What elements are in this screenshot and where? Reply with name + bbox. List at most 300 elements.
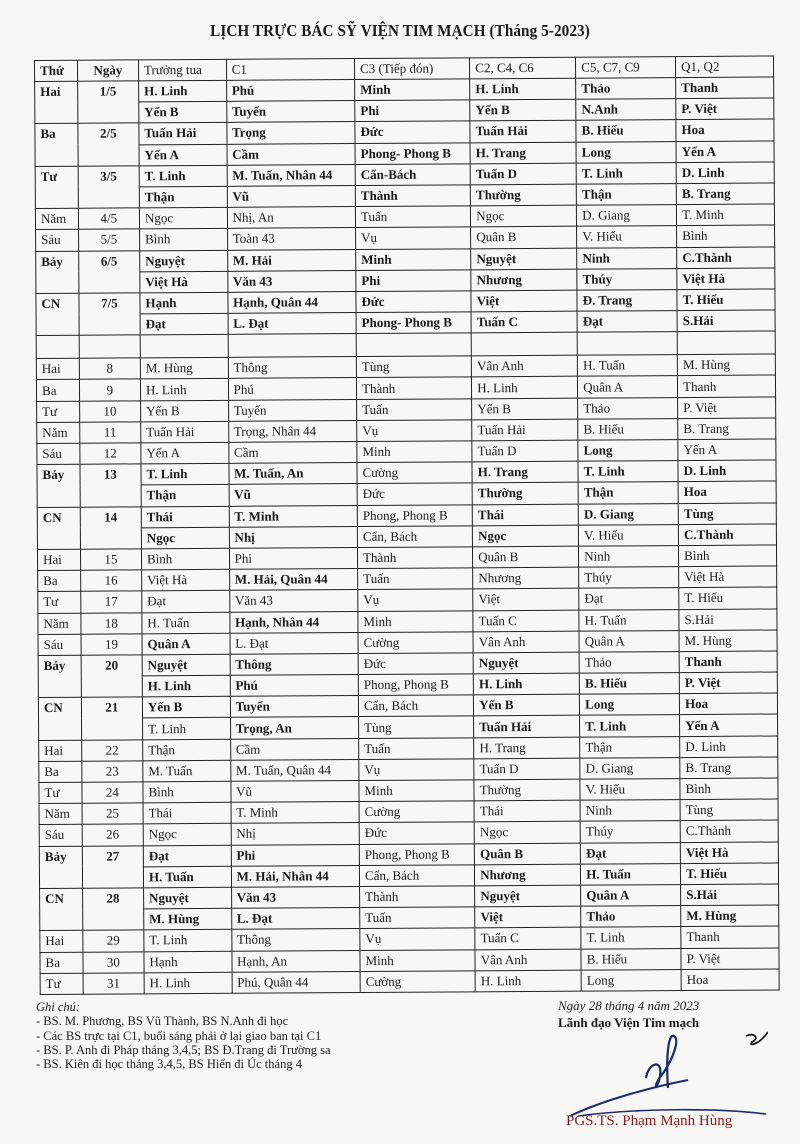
q1-q2-cell: Yến A (678, 439, 776, 461)
c5-c7-c9-cell: Ninh (580, 800, 680, 822)
header-shift-lead: Trưởng tua (138, 59, 226, 81)
shift-lead-cell: T. Linh (141, 464, 229, 486)
empty-cell (471, 332, 577, 356)
shift-lead-cell: Yến A (141, 442, 229, 464)
c2-c4-c6-cell: Yến B (470, 99, 576, 121)
date-cell: 11 (80, 422, 141, 444)
weekday-cell: Bảy (36, 251, 79, 294)
c1-cell: Tuyển (228, 399, 357, 421)
c3-cell: Đức (357, 483, 472, 505)
shift-lead-cell: Bình (139, 229, 227, 251)
q1-q2-cell: D. Linh (680, 736, 778, 758)
q1-q2-cell: Hoa (681, 969, 779, 991)
c1-cell: Trọng (226, 122, 355, 144)
date-cell: 19 (81, 634, 142, 656)
date-cell: 14 (80, 506, 141, 549)
c3-cell: Đức (358, 653, 473, 675)
c2-c4-c6-cell: H. Linh (470, 78, 576, 100)
c3-cell: Thành (360, 886, 475, 908)
c2-c4-c6-cell: Ngọc (474, 822, 580, 844)
q1-q2-cell: T. Hiếu (677, 289, 775, 311)
c3-cell: Phong, Phong B (358, 674, 473, 696)
c2-c4-c6-cell: Yến B (474, 694, 580, 716)
c1-cell: M. Hải, Quân 44 (229, 569, 358, 591)
shift-lead-cell: Ngọc (139, 207, 227, 229)
q1-q2-cell: Yến A (680, 714, 778, 736)
c2-c4-c6-cell: Vân Anh (475, 949, 581, 971)
q1-q2-cell: Hoa (679, 693, 777, 715)
c3-cell: Cẩn, Bách (359, 865, 474, 887)
note-item: - Các BS trực tại C1, buổi sáng phải ở lại giao ban tại C1 (36, 1029, 331, 1043)
shift-lead-cell: T. Linh (139, 165, 227, 187)
shift-lead-cell: Yến B (142, 697, 230, 719)
c1-cell: Tuyển (226, 101, 355, 123)
c2-c4-c6-cell: Quân B (471, 227, 577, 249)
c3-cell: Vụ (356, 227, 471, 249)
c1-cell: Nhị (231, 823, 360, 845)
q1-q2-cell: Yến A (676, 141, 774, 163)
c2-c4-c6-cell: Vân Anh (473, 631, 579, 653)
q1-q2-cell: S.Hải (681, 884, 779, 906)
weekday-cell: Hai (37, 549, 80, 570)
c1-cell: Phi (229, 547, 358, 569)
c5-c7-c9-cell: Thúy (577, 268, 677, 290)
q1-q2-cell: Thanh (681, 926, 779, 948)
q1-q2-cell: Thanh (678, 375, 776, 397)
q1-q2-cell: D. Linh (678, 460, 776, 482)
c5-c7-c9-cell: Long (581, 969, 681, 991)
c2-c4-c6-cell: Việt (471, 290, 577, 312)
c2-c4-c6-cell: Thái (472, 504, 578, 526)
date-cell: 18 (81, 612, 142, 634)
shift-lead-cell: H. Linh (140, 379, 228, 401)
c5-c7-c9-cell: V. Hiếu (577, 226, 677, 248)
weekday-cell: Bảy (38, 655, 81, 698)
c2-c4-c6-cell: Nguyệt (475, 885, 581, 907)
c3-cell: Cẩn-Bách (355, 164, 470, 186)
c1-cell: Vũ (229, 484, 358, 506)
empty-cell (79, 335, 140, 358)
c2-c4-c6-cell: Vân Anh (472, 355, 578, 377)
c3-cell: Cường (359, 801, 474, 823)
c1-cell: Cầm (228, 442, 357, 464)
shift-lead-cell: M. Hùng (144, 908, 232, 930)
shift-lead-cell: Nguyệt (140, 250, 228, 272)
c3-cell: Minh (357, 441, 472, 463)
c5-c7-c9-cell: Thảo (579, 651, 679, 673)
q1-q2-cell: Bình (679, 545, 777, 567)
note-item: - BS. P. Anh đi Pháp tháng 3,4,5; BS Đ.Trang đi Trường sa (36, 1043, 331, 1057)
q1-q2-cell: T. Hiếu (681, 863, 779, 885)
c1-cell: Nhị, An (227, 207, 356, 229)
date-cell: 2/5 (78, 123, 139, 166)
date-cell: 30 (83, 951, 144, 973)
c3-cell: Phi (356, 270, 471, 292)
c5-c7-c9-cell: B. Hiếu (579, 673, 679, 695)
weekday-cell: CN (36, 293, 79, 336)
c2-c4-c6-cell: H. Linh (472, 377, 578, 399)
q1-q2-cell: Hoa (676, 119, 774, 141)
signature-date: Ngày 28 tháng 4 năm 2023 (558, 998, 700, 1013)
q1-q2-cell: S.Hải (679, 608, 777, 630)
c2-c4-c6-cell: Tuấn C (471, 311, 577, 333)
date-cell: 16 (80, 570, 141, 592)
c1-cell: L. Đạt (230, 632, 359, 654)
c3-cell: Phong- Phong B (356, 312, 471, 334)
c2-c4-c6-cell: H. Linh (475, 970, 581, 992)
c5-c7-c9-cell: H. Tuấn (579, 609, 679, 631)
c3-cell: Thành (355, 185, 470, 207)
c5-c7-c9-cell: Đạt (580, 842, 680, 864)
c1-cell: L. Đạt (228, 313, 357, 335)
date-cell: 15 (80, 549, 141, 571)
weekday-cell: Ba (38, 570, 81, 591)
c5-c7-c9-cell: T. Linh (581, 927, 681, 949)
c3-cell: Tuấn (359, 737, 474, 759)
c1-cell: Thông (228, 357, 357, 379)
empty-cell (356, 333, 471, 357)
c5-c7-c9-cell: Thúy (579, 567, 679, 589)
q1-q2-cell: S.Hải (677, 310, 775, 332)
c1-cell: T. Minh (231, 802, 360, 824)
duty-schedule-table (34, 55, 780, 994)
shift-lead-cell: H. Linh (142, 675, 230, 697)
c5-c7-c9-cell: Long (576, 141, 676, 163)
header-weekday: Thứ (35, 60, 78, 81)
c2-c4-c6-cell: Ngọc (473, 525, 579, 547)
date-cell: 29 (83, 930, 144, 952)
shift-lead-cell: Quân A (142, 633, 230, 655)
shift-lead-cell: Thái (143, 803, 231, 825)
header-c1: C1 (226, 59, 355, 81)
q1-q2-cell: Việt Hà (677, 268, 775, 290)
weekday-cell: Năm (35, 208, 78, 229)
c2-c4-c6-cell: Nhương (475, 864, 581, 886)
c1-cell: Phú (228, 378, 357, 400)
c1-cell: Trọng, An (230, 717, 359, 739)
q1-q2-cell: Việt Hà (679, 566, 777, 588)
c1-cell: Trọng, Nhân 44 (228, 420, 357, 442)
c2-c4-c6-cell: Việt (475, 906, 581, 928)
empty-cell (228, 334, 357, 358)
q1-q2-cell: Việt Hà (680, 842, 778, 864)
c3-cell: Cẩn, Bách (358, 695, 473, 717)
shift-lead-cell: Đạt (140, 313, 228, 335)
c1-cell: Cầm (227, 143, 356, 165)
c1-cell: Vũ (231, 781, 360, 803)
c1-cell: Phú (226, 80, 355, 102)
c3-cell: Cường (358, 632, 473, 654)
date-cell: 1/5 (77, 81, 138, 124)
c2-c4-c6-cell: Quân B (474, 843, 580, 865)
q1-q2-cell: Bình (677, 225, 775, 247)
table-body (35, 77, 780, 994)
shift-lead-cell: H. Linh (144, 972, 232, 994)
note-item: - BS. M. Phương, BS Vũ Thành, BS N.Anh đi học (36, 1014, 331, 1028)
notes-heading: Ghi chú: (36, 1000, 81, 1014)
c3-cell: Đức (359, 822, 474, 844)
shift-lead-cell: Thận (141, 485, 229, 507)
c5-c7-c9-cell: B. Hiếu (576, 120, 676, 142)
c5-c7-c9-cell: D. Giang (578, 503, 678, 525)
date-cell: 9 (79, 379, 140, 401)
c1-cell: M. Tuấn, An (229, 463, 358, 485)
c3-cell: Minh (360, 949, 475, 971)
c1-cell: Cầm (230, 738, 359, 760)
weekday-cell: CN (38, 697, 81, 740)
c3-cell: Vụ (357, 420, 472, 442)
weekday-cell: Tư (39, 782, 82, 803)
date-cell: 28 (82, 888, 143, 931)
c5-c7-c9-cell: T. Linh (576, 162, 676, 184)
date-cell: 21 (81, 697, 142, 740)
date-cell: 12 (80, 443, 141, 465)
c5-c7-c9-cell: Thận (578, 482, 678, 504)
q1-q2-cell: P. Việt (681, 947, 779, 969)
weekday-cell: Năm (39, 803, 82, 824)
shift-lead-cell: Yến B (139, 102, 227, 124)
c3-cell: Minh (359, 780, 474, 802)
shift-lead-cell: Nguyệt (142, 654, 230, 676)
date-cell: 27 (82, 845, 143, 888)
c3-cell: Tuấn (355, 206, 470, 228)
c5-c7-c9-cell: T. Linh (578, 461, 678, 483)
c2-c4-c6-cell: Thái (474, 800, 580, 822)
weekday-cell: Bảy (37, 464, 80, 507)
date-cell: 3/5 (78, 166, 139, 209)
c2-c4-c6-cell: Quân B (473, 546, 579, 568)
c1-cell: T. Minh (229, 505, 358, 527)
empty-cell (36, 335, 79, 358)
c3-cell: Cường (357, 462, 472, 484)
c5-c7-c9-cell: Thận (580, 736, 680, 758)
q1-q2-cell: Thanh (676, 77, 774, 99)
shift-lead-cell: Ngọc (141, 527, 229, 549)
date-cell: 4/5 (78, 208, 139, 230)
shift-lead-cell: Thái (141, 506, 229, 528)
header-date: Ngày (77, 60, 138, 81)
document-title: LỊCH TRỰC BÁC SỸ VIỆN TIM MẠCH (Tháng 5-2023) (210, 21, 590, 40)
weekday-cell: Tư (40, 973, 83, 994)
c2-c4-c6-cell: Thường (472, 483, 578, 505)
note-item: - BS. Kiên đi học tháng 3,4,5, BS Hiển đi Úc tháng 4 (36, 1057, 331, 1071)
c1-cell: M. Hải, Nhân 44 (231, 865, 360, 887)
c5-c7-c9-cell: Thận (576, 184, 676, 206)
c2-c4-c6-cell: Nhương (471, 269, 577, 291)
c5-c7-c9-cell: Long (580, 694, 680, 716)
c3-cell: Phong, Phong B (359, 843, 474, 865)
c2-c4-c6-cell: Việt (473, 588, 579, 610)
signature-organization: Lãnh đạo Viện Tim mạch (558, 1015, 700, 1030)
c2-c4-c6-cell: H. Linh (473, 673, 579, 695)
date-cell: 20 (81, 655, 142, 698)
q1-q2-cell: T. Hiếu (679, 587, 777, 609)
header-c3: C3 (Tiếp đón) (355, 58, 470, 80)
weekday-cell: Hai (36, 358, 79, 379)
c3-cell: Đức (356, 291, 471, 313)
date-cell: 24 (82, 782, 143, 804)
shift-lead-cell: Thận (143, 739, 231, 761)
weekday-cell: Hai (39, 740, 82, 761)
c3-cell: Vụ (358, 589, 473, 611)
date-cell: 25 (82, 803, 143, 825)
c2-c4-c6-cell: H. Trang (470, 142, 576, 164)
q1-q2-cell: Tùng (680, 799, 778, 821)
date-cell: 26 (82, 824, 143, 846)
c3-cell: Thành (356, 377, 471, 399)
c5-c7-c9-cell: Đ. Trang (577, 289, 677, 311)
c5-c7-c9-cell: D. Giang (577, 205, 677, 227)
q1-q2-cell: C.Thành (678, 524, 776, 546)
shift-lead-cell: Nguyệt (144, 887, 232, 909)
q1-q2-cell: P. Việt (676, 98, 774, 120)
c3-cell: Minh (356, 248, 471, 270)
shift-lead-cell: Hạnh (140, 292, 228, 314)
handwritten-signature-icon (568, 1028, 768, 1123)
shift-lead-cell: Việt Hà (140, 271, 228, 293)
shift-lead-cell: Thận (139, 186, 227, 208)
q1-q2-cell: Hoa (678, 481, 776, 503)
c3-cell: Minh (358, 610, 473, 632)
c1-cell: Tuyển (230, 696, 359, 718)
c5-c7-c9-cell: H. Tuấn (581, 863, 681, 885)
shift-lead-cell: H. Linh (139, 80, 227, 102)
c5-c7-c9-cell: Thảo (581, 906, 681, 928)
date-cell: 31 (83, 973, 144, 995)
c2-c4-c6-cell: Tuấn Hải (474, 716, 580, 738)
c1-cell: Toàn 43 (227, 228, 356, 250)
q1-q2-cell: B. Trang (680, 757, 778, 779)
c1-cell: M. Tuấn, Quân 44 (230, 759, 359, 781)
c1-cell: Hạnh, Nhân 44 (229, 611, 358, 633)
shift-lead-cell: T. Linh (144, 930, 232, 952)
q1-q2-cell: M. Hùng (681, 905, 779, 927)
c2-c4-c6-cell: Yến B (472, 398, 578, 420)
c2-c4-c6-cell: Tuấn D (472, 440, 578, 462)
weekday-cell: Ba (35, 124, 78, 167)
c5-c7-c9-cell: D. Giang (580, 757, 680, 779)
weekday-cell: Sáu (39, 825, 82, 846)
c2-c4-c6-cell: Ngọc (471, 205, 577, 227)
weekday-cell: Tư (38, 592, 81, 613)
shift-lead-cell: Hạnh (144, 951, 232, 973)
shift-lead-cell: Bình (143, 781, 231, 803)
c5-c7-c9-cell: Long (578, 440, 678, 462)
c2-c4-c6-cell: Tuấn C (473, 610, 579, 632)
c3-cell: Cường (360, 971, 475, 993)
c2-c4-c6-cell: Tuấn Hải (472, 419, 578, 441)
date-cell: 17 (81, 591, 142, 613)
shift-lead-cell: Yến B (141, 400, 229, 422)
q1-q2-cell: T. Minh (676, 204, 774, 226)
c2-c4-c6-cell: Nguyệt (471, 248, 577, 270)
weekday-cell: Hai (40, 931, 83, 952)
c5-c7-c9-cell: B. Hiếu (581, 948, 681, 970)
header-c5-c7-c9: C5, C7, C9 (576, 57, 676, 79)
c3-cell: Phong, Phong B (357, 504, 472, 526)
shift-lead-cell: Ngọc (143, 824, 231, 846)
weekday-cell: Năm (38, 613, 81, 634)
c1-cell: M. Hải (227, 249, 356, 271)
c1-cell: Văn 43 (229, 590, 358, 612)
q1-q2-cell: B. Trang (678, 418, 776, 440)
c2-c4-c6-cell: H. Trang (474, 737, 580, 759)
c5-c7-c9-cell: T. Linh (580, 715, 680, 737)
date-cell: 6/5 (78, 250, 139, 293)
date-cell: 5/5 (78, 229, 139, 251)
empty-cell (577, 332, 677, 356)
c2-c4-c6-cell: Tuấn Hải (470, 121, 576, 143)
c5-c7-c9-cell: Đạt (577, 311, 677, 333)
c3-cell: Tùng (356, 356, 471, 378)
c2-c4-c6-cell: Thường (474, 779, 580, 801)
q1-q2-cell: Bình (680, 778, 778, 800)
c1-cell: Thông (231, 929, 360, 951)
weekday-cell: Sáu (37, 443, 80, 464)
c3-cell: Vụ (359, 759, 474, 781)
weekday-cell: Bảy (39, 846, 82, 889)
c5-c7-c9-cell: Ninh (577, 247, 677, 269)
header-q1-q2: Q1, Q2 (676, 56, 774, 78)
q1-q2-cell: P. Việt (678, 397, 776, 419)
q1-q2-cell: C.Thành (680, 820, 778, 842)
q1-q2-cell: D. Linh (676, 162, 774, 184)
shift-lead-cell: M. Tuấn (143, 760, 231, 782)
q1-q2-cell: Tùng (678, 503, 776, 525)
weekday-cell: Ba (36, 380, 79, 401)
c5-c7-c9-cell: Thảo (576, 78, 676, 100)
c3-cell: Tuấn (360, 907, 475, 929)
weekday-cell: Sáu (36, 230, 79, 251)
c1-cell: Phú (230, 675, 359, 697)
c5-c7-c9-cell: Thúy (580, 821, 680, 843)
c1-cell: Văn 43 (231, 886, 360, 908)
c5-c7-c9-cell: H. Tuấn (578, 355, 678, 377)
shift-lead-cell: T. Linh (142, 718, 230, 740)
q1-q2-cell: P. Việt (679, 672, 777, 694)
schedule-row (40, 969, 779, 995)
c5-c7-c9-cell: Quân A (578, 376, 678, 398)
c1-cell: Hạnh, Quân 44 (228, 291, 357, 313)
q1-q2-cell: B. Trang (676, 183, 774, 205)
c3-cell: Đức (355, 121, 470, 143)
date-cell: 10 (79, 400, 140, 422)
q1-q2-cell: M. Hùng (679, 630, 777, 652)
c2-c4-c6-cell: Nguyệt (473, 652, 579, 674)
weekday-cell: Năm (37, 422, 80, 443)
c1-cell: L. Đạt (231, 908, 360, 930)
weekday-cell: CN (37, 507, 80, 550)
c3-cell: Minh (355, 79, 470, 101)
c2-c4-c6-cell: Thường (470, 184, 576, 206)
date-cell: 8 (79, 358, 140, 380)
weekday-cell: Tư (37, 401, 80, 422)
weekday-cell: Ba (40, 952, 83, 973)
c3-cell: Thành (358, 547, 473, 569)
c3-cell: Tùng (359, 716, 474, 738)
header-c2-c4-c6: C2, C4, C6 (470, 57, 576, 79)
c3-cell: Tuấn (358, 568, 473, 590)
shift-lead-cell: Đạt (142, 591, 230, 613)
signature-block (558, 998, 788, 1129)
c2-c4-c6-cell: Tuấn D (470, 163, 576, 185)
c3-cell: Cẩn, Bách (357, 526, 472, 548)
date-cell: 13 (80, 464, 141, 507)
c5-c7-c9-cell: Ninh (579, 546, 679, 568)
weekday-cell: CN (40, 888, 83, 931)
c5-c7-c9-cell: Quân A (579, 630, 679, 652)
c1-cell: M. Tuấn, Nhân 44 (227, 164, 356, 186)
